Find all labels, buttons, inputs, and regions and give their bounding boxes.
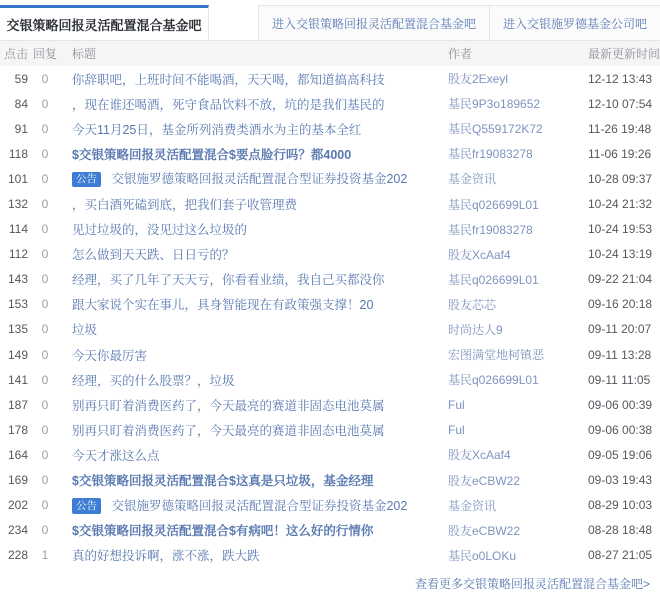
author-link[interactable]: 基金资讯: [448, 498, 497, 513]
header-title: 标题: [72, 47, 97, 61]
reply-count: 0: [41, 397, 49, 412]
author-link[interactable]: 基民fr19083278: [448, 147, 533, 162]
reply-count: 0: [41, 71, 49, 86]
author-link[interactable]: 基民q026699L01: [448, 272, 539, 287]
update-time: 09-05 19:06: [588, 447, 653, 462]
click-count: 114: [8, 222, 28, 237]
update-time: 09-06 00:38: [588, 422, 653, 437]
post-row: [0, 191, 660, 216]
author-link[interactable]: 股友XcAaf4: [448, 448, 511, 463]
update-time: 11-26 19:48: [588, 121, 652, 136]
post-row: [0, 342, 660, 367]
table-header-row: [0, 40, 660, 66]
post-title-text: 今天11月25日，基金所列消费类酒水为主的基本全红: [72, 122, 362, 137]
click-count: 135: [7, 322, 28, 337]
author-link[interactable]: 基金资讯: [448, 172, 497, 187]
reply-count: 0: [41, 121, 49, 136]
post-list: [0, 66, 660, 568]
post-title-link[interactable]: [62, 70, 448, 88]
post-row: [0, 367, 660, 392]
author-link[interactable]: Ful: [448, 422, 465, 437]
enter-company-bar-link[interactable]: 进入交银施罗德基金公司吧: [489, 6, 660, 40]
post-title-link[interactable]: [62, 220, 448, 238]
reply-count: 0: [41, 96, 49, 111]
click-count: 149: [7, 347, 28, 362]
click-count: 101: [7, 171, 28, 186]
post-row: [0, 543, 660, 568]
post-title-text: 跟大家说个实在事儿，具身智能现在有政策强支撑！20: [72, 298, 374, 313]
post-title-text: 你辞职吧，上班时间不能喝酒，天天喝，都知道搞高科技: [72, 72, 385, 87]
post-title-text: ，买白酒死磕到底，把我们套子收管理费: [72, 198, 298, 213]
tab-bar: [0, 5, 660, 40]
author-link[interactable]: 基民q026699L01: [448, 373, 539, 388]
post-row: [0, 141, 660, 166]
header-author: 作者: [448, 47, 473, 61]
click-count: 118: [8, 146, 28, 161]
tab-bar-spacer: [209, 5, 258, 40]
author-link[interactable]: 股友芯芯: [448, 297, 497, 312]
click-count: 132: [7, 197, 28, 212]
author-link[interactable]: 基民Q559172K72: [448, 122, 543, 137]
click-count: 228: [7, 548, 28, 563]
author-link[interactable]: 宏图满堂地柯镇恶: [448, 348, 545, 363]
click-count: 141: [7, 372, 28, 387]
post-title-link[interactable]: [62, 95, 448, 113]
reply-count: 0: [41, 247, 49, 262]
post-title-link[interactable]: [62, 169, 448, 188]
post-title-link[interactable]: [62, 546, 448, 564]
reply-count: 0: [41, 447, 49, 462]
post-row: [0, 166, 660, 191]
reply-count: 0: [41, 347, 49, 362]
reply-count: 0: [41, 297, 49, 312]
post-row: [0, 217, 660, 242]
post-row: [0, 468, 660, 493]
post-title-link[interactable]: [62, 120, 448, 138]
click-count: 91: [14, 121, 28, 136]
announcement-badge: 公告: [72, 498, 101, 514]
header-update-time: 最新更新时间: [588, 47, 660, 61]
post-row: [0, 292, 660, 317]
update-time: 10-24 21:32: [588, 197, 653, 212]
post-row: [0, 66, 660, 91]
enter-fund-bar-link[interactable]: 进入交银策略回报灵活配置混合基金吧: [271, 16, 476, 31]
post-row: [0, 493, 660, 518]
post-title-link[interactable]: [62, 396, 448, 414]
post-title-link[interactable]: [62, 471, 448, 489]
announcement-badge: 公告: [72, 172, 101, 188]
post-title-link[interactable]: [62, 145, 448, 163]
update-time: 08-28 18:48: [588, 523, 653, 538]
post-row: [0, 242, 660, 267]
footer: [0, 568, 660, 599]
author-link[interactable]: 时尚达人9: [448, 322, 503, 337]
view-more-link[interactable]: 查看更多交银策略回报灵活配置混合基金吧>: [414, 577, 650, 591]
update-time: 12-10 07:54: [588, 96, 653, 111]
click-count: 187: [7, 397, 28, 412]
reply-count: 0: [41, 197, 49, 212]
post-title-text: $交银策略回报灵活配置混合$这真是只垃圾，基金经理: [72, 474, 374, 489]
click-count: 178: [7, 422, 28, 437]
update-time: 09-11 13:28: [588, 347, 652, 362]
tab-label: 交银策略回报灵活配置混合基金吧: [6, 17, 202, 33]
post-row: [0, 317, 660, 342]
post-title-link[interactable]: [62, 371, 448, 389]
update-time: 08-29 10:03: [588, 498, 653, 513]
post-title-text: 交银施罗德策略回报灵活配置混合型证券投资基金202: [111, 172, 408, 187]
post-title-link[interactable]: [62, 421, 448, 439]
author-link[interactable]: 基民9P3o189652: [448, 97, 541, 112]
reply-count: 0: [41, 473, 49, 488]
post-title-text: 垃圾: [72, 323, 98, 338]
reply-count: 0: [41, 498, 49, 513]
post-row: [0, 518, 660, 543]
click-count: 84: [14, 96, 28, 111]
click-count: 59: [14, 71, 28, 86]
reply-count: 1: [41, 548, 49, 563]
reply-count: 0: [41, 171, 49, 186]
header-replies: 回复: [32, 47, 57, 61]
reply-count: 0: [41, 372, 49, 387]
post-row: [0, 91, 660, 116]
author-link[interactable]: 基民fr19083278: [448, 222, 533, 237]
post-title-link[interactable]: [62, 346, 448, 364]
click-count: 234: [7, 523, 28, 538]
author-link[interactable]: 股友eCBW22: [448, 523, 521, 538]
post-title-link[interactable]: [62, 496, 448, 515]
post-title-text: 别再只盯着消费医药了，今天最亮的赛道非固态电池莫属: [72, 398, 385, 413]
post-title-text: 见过垃圾的，没见过这么垃圾的: [72, 223, 248, 238]
post-title-text: ，现在谁还喝酒，死守食品饮料不放，坑的是我们基民的: [72, 97, 385, 112]
post-title-text: $交银策略回报灵活配置混合$要点脸行吗？都4000: [72, 147, 352, 162]
update-time: 09-03 19:43: [588, 473, 653, 488]
post-title-text: 真的好想投诉啊，涨不涨，跌大跌: [72, 549, 260, 564]
post-title-text: 怎么做到天天跌、日日亏的？: [72, 248, 235, 263]
enter-links-group: [258, 5, 660, 40]
update-time: 11-06 19:26: [588, 146, 652, 161]
header-clicks: 点击: [3, 47, 28, 61]
post-title-link[interactable]: [62, 245, 448, 263]
post-title-text: 今天才涨这么点: [72, 448, 160, 463]
author-link[interactable]: 股友XcAaf4: [448, 247, 511, 262]
update-time: 09-11 20:07: [588, 322, 652, 337]
post-title-text: 今天你最厉害: [72, 348, 148, 363]
click-count: 143: [7, 272, 28, 287]
post-row: [0, 442, 660, 467]
reply-count: 0: [41, 322, 49, 337]
author-link[interactable]: 基民q026699L01: [448, 197, 539, 212]
reply-count: 0: [41, 222, 49, 237]
update-time: 09-06 00:39: [588, 397, 653, 412]
post-title-link[interactable]: [62, 270, 448, 288]
author-link[interactable]: 基民o0LOKu: [448, 548, 517, 563]
post-title-text: 交银施罗德策略回报灵活配置混合型证券投资基金202: [111, 498, 408, 513]
author-link[interactable]: 股友eCBW22: [448, 473, 521, 488]
post-title-link[interactable]: [62, 295, 448, 313]
reply-count: 0: [41, 272, 49, 287]
update-time: 10-24 19:53: [588, 222, 653, 237]
reply-count: 0: [41, 523, 49, 538]
update-time: 09-11 11:05: [588, 372, 651, 387]
click-count: 164: [7, 447, 28, 462]
post-row: [0, 417, 660, 442]
update-time: 08-27 21:05: [588, 548, 653, 563]
post-title-text: 经理，买了几年了天天亏，你看看业绩，我自己买都没你: [72, 273, 385, 288]
update-time: 10-24 13:19: [588, 247, 653, 262]
update-time: 10-28 09:37: [588, 171, 653, 186]
click-count: 112: [8, 247, 28, 262]
update-time: 09-16 20:18: [588, 297, 653, 312]
reply-count: 0: [41, 422, 49, 437]
click-count: 169: [7, 473, 28, 488]
post-title-text: 经理，买的什么股票？，垃圾: [72, 373, 235, 388]
post-title-link[interactable]: [62, 195, 448, 213]
tab-current-fund-bar[interactable]: [0, 5, 209, 40]
post-row: [0, 267, 660, 292]
post-title-link[interactable]: [62, 521, 448, 539]
click-count: 202: [7, 498, 28, 513]
update-time: 09-22 21:04: [588, 272, 653, 287]
post-row: [0, 392, 660, 417]
post-title-text: $交银策略回报灵活配置混合$有病吧！这么好的行情你: [72, 524, 374, 539]
post-title-link[interactable]: [62, 320, 448, 338]
post-title-text: 别再只盯着消费医药了，今天最亮的赛道非固态电池莫属: [72, 423, 385, 438]
update-time: 12-12 13:43: [588, 71, 653, 86]
click-count: 153: [7, 297, 28, 312]
author-link[interactable]: Ful: [448, 397, 465, 412]
post-title-link[interactable]: [62, 446, 448, 464]
post-row: [0, 116, 660, 141]
reply-count: 0: [41, 146, 49, 161]
author-link[interactable]: 股友2Exeyl: [448, 72, 509, 87]
